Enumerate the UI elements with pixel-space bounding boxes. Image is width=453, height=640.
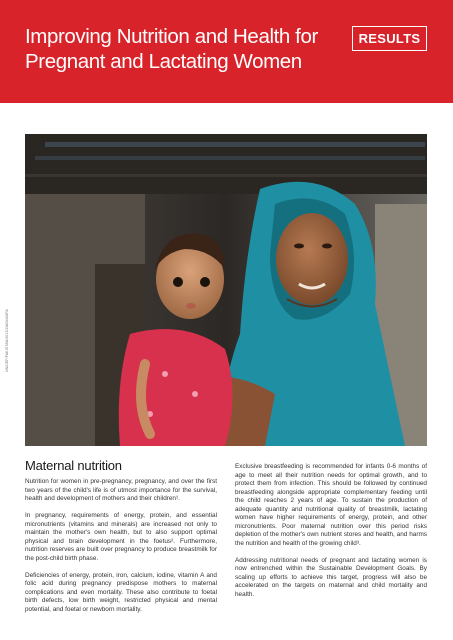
- paragraph: In pregnancy, requirements of energy, protein, and essential micronutrients (vitamins and minerals) are increased not only to maintain the mother's own health, but to also support optimal physical and brain development in the foetus². Furthermore, nutrition reserves are built over pregnancy to produce breastmilk for the post-child birth phase.: [25, 512, 217, 562]
- paragraph: Exclusive breastfeeding is recommended for infants 0-6 months of age to meet all their nutrition needs for optimal growth, and to protect them from infection. This should be followed by continued breastfeeding alongside appropriate complementary feeding until the child reaches 2 years of age. To sustain the production of adequate quantity and nutritional quality of breastmilk, lactating women have higher requirements of energy, protein, and other micronutrients. Poor maternal nutrition over this period risks depletion of the mother's own nutrient stores and health, and harms the nutrition and health of the growing child³.: [235, 463, 427, 547]
- mother-and-child-photo: [25, 134, 427, 446]
- header-banner: [0, 0, 453, 103]
- photo-credit: UNICEF/PAKISTAN/2013/ZAIDI/ADPA: [5, 309, 9, 372]
- right-text-column: [235, 463, 427, 608]
- photo-illustration: [25, 134, 427, 446]
- page-title: Improving Nutrition and Health for Pregnant and Lactating Women: [25, 25, 318, 73]
- paragraph: Nutrition for women in pre-pregnancy, pregnancy, and over the first two years of the child's life is of utmost importance for the survival, health and development of mothers and their children¹.: [25, 478, 217, 502]
- results-badge: RESULTS: [352, 26, 427, 51]
- paragraph: Addressing nutritional needs of pregnant and lactating women is now entrenched within the Sustainable Development Goals. By scaling up efforts to achieve this target, progress will also be accelerated on the targets on maternal and child mortality and health.: [235, 556, 427, 598]
- section-title-maternal-nutrition: Maternal nutrition: [25, 458, 122, 473]
- left-text-column: [25, 478, 217, 623]
- paragraph: Deficiencies of energy, protein, iron, calcium, iodine, vitamin A and folic acid during pregnancy predispose mothers to maternal complications and even mortality. These also contribute to foetal birth defects, low birth weight, restricted physical and mental potential, and foetal or newborn mortality.: [25, 571, 217, 613]
